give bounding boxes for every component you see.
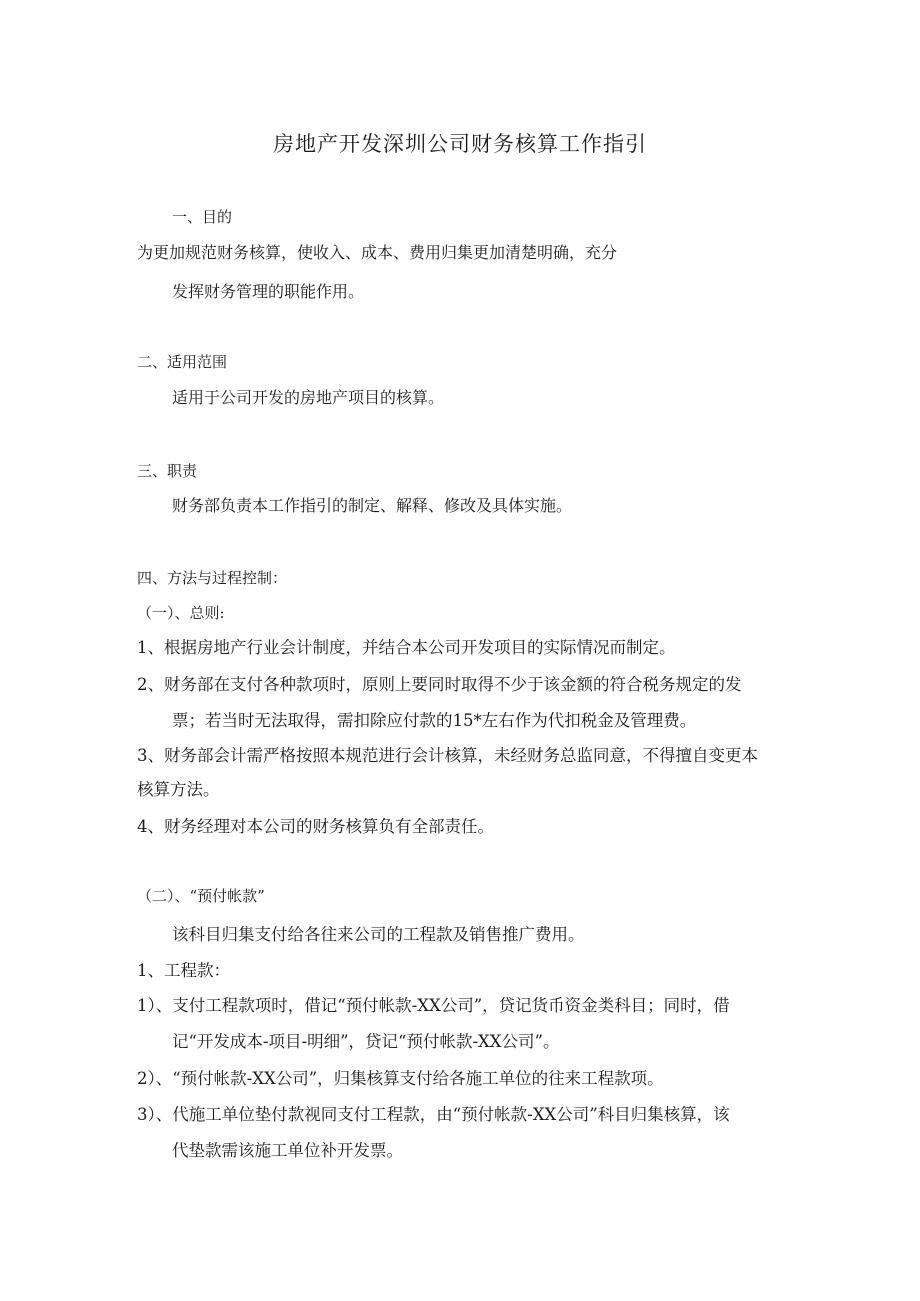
section-heading-scope: 二、适用范围 [137,353,228,371]
list-item: 1）、支付工程款项时，借记“预付帐款-XX公司”，贷记货币资金类科目；同时，借 [137,996,730,1015]
section-heading-methods: 四、方法与过程控制： [137,569,288,587]
paragraph-line: 发挥财务管理的职能作用。 [172,282,365,301]
list-item-continuation: 代垫款需该施工单位补开发票。 [172,1141,403,1160]
paragraph-line: 为更加规范财务核算，使收入、成本、费用归集更加清楚明确，充分 [137,243,618,262]
list-item-continuation: 核算方法。 [137,780,220,799]
list-item: 1、根据房地产行业会计制度，并结合本公司开发项目的实际情况而制定。 [137,638,676,657]
list-item-continuation: 记“开发成本-项目-明细”，贷记“预付帐款-XX公司”。 [172,1032,560,1051]
paragraph-line: 该科目归集支付给各往来公司的工程款及销售推广费用。 [172,925,585,944]
paragraph-line: 财务部负责本工作指引的制定、解释、修改及具体实施。 [172,496,573,515]
paragraph-line: 适用于公司开发的房地产项目的核算。 [172,388,445,407]
list-item: 3、财务部会计需严格按照本规范进行会计核算，未经财务总监同意，不得擅自变更本 [137,746,758,765]
list-item: 2）、“预付帐款-XX公司”，归集核算支付给各施工单位的往来工程款项。 [137,1069,664,1088]
document-title: 房地产开发深圳公司财务核算工作指引 [273,132,647,156]
list-item: 4、财务经理对本公司的财务核算负有全部责任。 [137,817,494,836]
subsection-heading-prepayment: （二）、“预付帐款” [137,887,265,905]
list-item: 3）、代施工单位垫付款视同支付工程款，由“预付帐款-XX公司”科目归集核算，该 [137,1105,730,1124]
section-heading-duties: 三、职责 [137,462,198,480]
subsection-heading-general: （一）、总则: [137,604,225,622]
list-item: 2、财务部在支付各种款项时，原则上要同时取得不少于该金额的符合税务规定的发 [137,675,742,694]
list-item-continuation: 票；若当时无法取得，需扣除应付款的15*左右作为代扣税金及管理费。 [172,711,697,730]
list-item: 1、工程款： [137,961,230,980]
section-heading-purpose: 一、目的 [172,208,233,226]
